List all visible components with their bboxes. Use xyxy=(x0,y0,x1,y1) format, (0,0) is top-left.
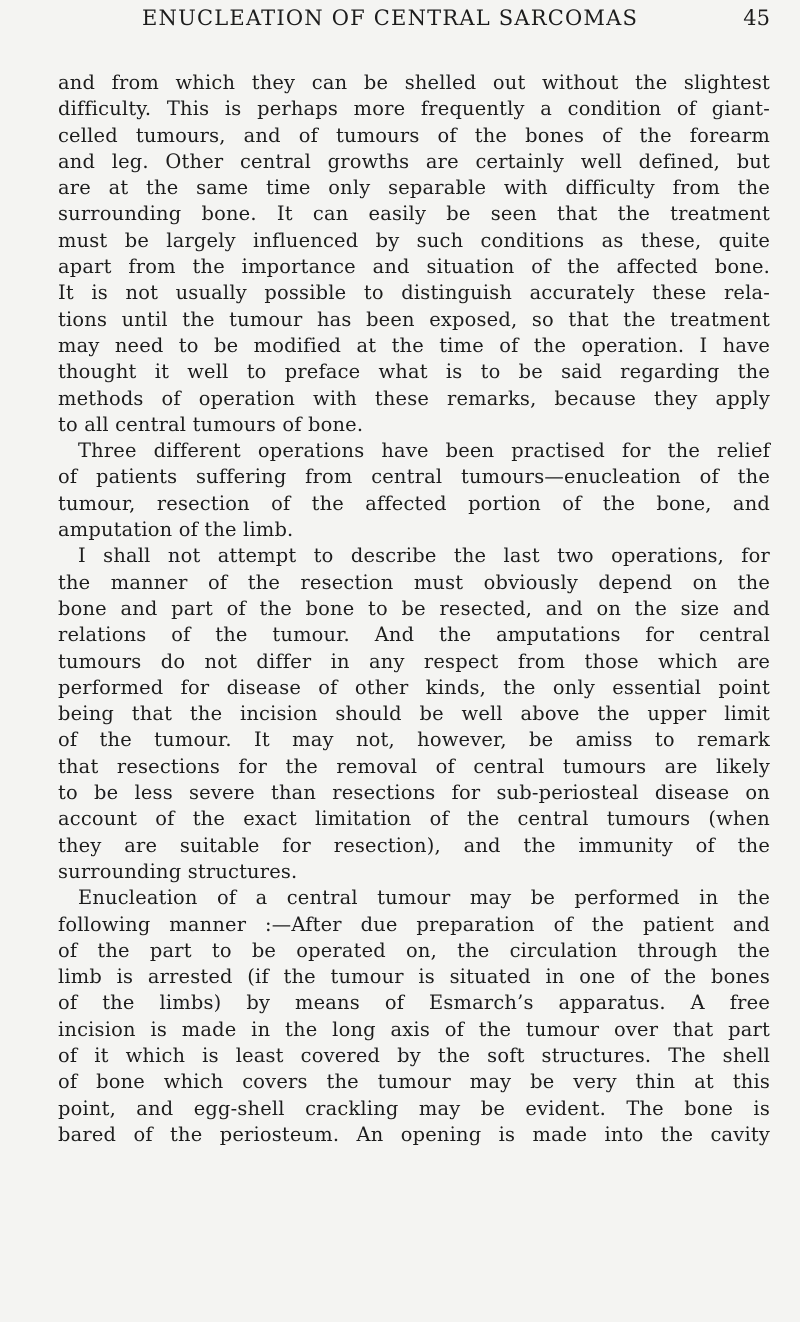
text-line: tumours do not differ in any respect from those which are xyxy=(58,649,770,673)
text-line: limb is arrested (if the tumour is situated in one of the bones xyxy=(58,965,770,989)
text-line: bone and part of the bone to be resected, and on the size and xyxy=(58,596,770,620)
running-header-title: ENUCLEATION OF CENTRAL SARCOMAS xyxy=(142,6,639,30)
text-line: Enucleation of a central tumour may be performed in the xyxy=(78,886,770,910)
text-line: tumour, resection of the affected portion of the bone, and xyxy=(58,491,770,515)
text-line: that resections for the removal of central tumours are likely xyxy=(58,754,770,778)
text-line: performed for disease of other kinds, the only essential point xyxy=(58,675,770,699)
running-header xyxy=(55,6,770,36)
text-line: surrounding bone. It can easily be seen that the treatment xyxy=(58,202,770,226)
text-line: they are suitable for resection), and the immunity of the xyxy=(58,833,770,857)
text-line: following manner :—After due preparation of the patient and xyxy=(58,912,770,936)
text-line: may need to be modified at the time of the operation. I have xyxy=(58,333,770,357)
text-line: I shall not attempt to describe the last two operations, for xyxy=(78,544,770,568)
text-line: to be less severe than resections for sub-periosteal disease on xyxy=(58,781,770,805)
text-line: and leg. Other central growths are certainly well defined, but xyxy=(58,149,770,173)
text-line: and from which they can be shelled out without the slightest xyxy=(58,71,770,94)
text-line: account of the exact limitation of the central tumours (when xyxy=(58,807,770,831)
page-number: 45 xyxy=(743,6,770,30)
text-line: of the limbs) by means of Esmarch’s apparatus. A free xyxy=(58,991,770,1015)
text-line: of it which is least covered by the soft structures. The shell xyxy=(58,1043,770,1067)
text-line: point, and egg-shell crackling may be evident. The bone is xyxy=(58,1096,770,1120)
text-line: methods of operation with these remarks, because they apply xyxy=(58,386,770,410)
text-line: celled tumours, and of tumours of the bones of the forearm xyxy=(58,123,770,147)
text-line: apart from the importance and situation of the affected bone. xyxy=(58,255,770,279)
text-line: It is not usually possible to distinguish accurately these rela- xyxy=(58,281,770,305)
text-line: thought it well to preface what is to be said regarding the xyxy=(58,360,770,384)
text-line: are at the same time only separable with difficulty from the xyxy=(58,176,770,200)
body-text xyxy=(58,70,770,1148)
text-line: tions until the tumour has been exposed, so that the treatment xyxy=(58,307,770,331)
text-line: to all central tumours of bone. xyxy=(58,412,364,436)
text-line: of the part to be operated on, the circulation through the xyxy=(58,938,770,962)
text-line: relations of the tumour. And the amputations for central xyxy=(58,623,770,647)
text-line: of bone which covers the tumour may be very thin at this xyxy=(58,1070,770,1094)
text-line: being that the incision should be well above the upper limit xyxy=(58,702,770,726)
text-line: Three different operations have been practised for the relief xyxy=(78,439,770,463)
text-line: bared of the periosteum. An opening is made into the cavity xyxy=(58,1122,770,1146)
text-line: amputation of the limb. xyxy=(58,518,294,542)
text-line: surrounding structures. xyxy=(58,859,298,883)
text-line: the manner of the resection must obviously depend on the xyxy=(58,570,770,594)
text-line: of the tumour. It may not, however, be amiss to remark xyxy=(58,728,770,752)
text-line: must be largely influenced by such conditions as these, quite xyxy=(58,228,770,252)
text-line: difficulty. This is perhaps more frequently a condition of giant- xyxy=(58,97,770,121)
text-line: incision is made in the long axis of the tumour over that part xyxy=(58,1017,770,1041)
text-line: of patients suffering from central tumours—enucleation of the xyxy=(58,465,770,489)
